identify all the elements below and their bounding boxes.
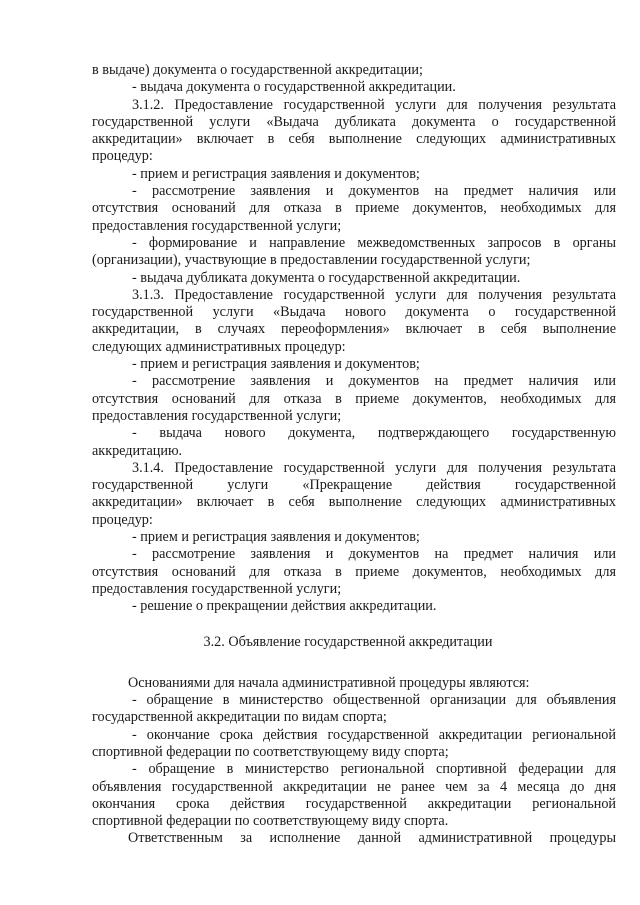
text-line: спортивной федерации по соответствующему виду спорта.: [92, 813, 449, 830]
text-line: аккредитации» включает в себя выполнение следующих административных: [92, 131, 616, 148]
text-line: аккредитацию.: [92, 442, 183, 459]
text-line: государственной услуги «Выдача дубликата документа о государственной: [92, 113, 616, 130]
text-line: - обращение в министерство региональной спортивной федерации для: [132, 761, 616, 778]
section-3-1-text: [92, 62, 616, 616]
text-line: - прием и регистрация заявления и документов;: [132, 165, 420, 182]
text-line: - формирование и направление межведомственных запросов в органы: [132, 234, 616, 251]
text-line: окончания срока действия государственной аккредитации региональной: [92, 795, 616, 812]
text-line: - рассмотрение заявления и документов на предмет наличия или: [132, 183, 616, 200]
text-line: аккредитации, в случаях переоформления» включает в себя выполнение: [92, 321, 616, 338]
section-3-2-text: [92, 675, 616, 848]
text-line: - прием и регистрация заявления и документов;: [132, 529, 420, 546]
text-line: государственной услуги «Прекращение действия государственной: [92, 477, 616, 494]
section-heading: 3.2. Объявление государственной аккредитации: [203, 633, 493, 650]
text-line: Ответственным за исполнение данной административной процедуры: [128, 830, 616, 847]
text-line: - прием и регистрация заявления и документов;: [132, 356, 420, 373]
text-line: (организации), участвующие в предоставлении государственной услуги;: [92, 252, 531, 269]
text-line: спортивной федерации по соответствующему виду спорта;: [92, 743, 449, 760]
text-line: предоставления государственной услуги;: [92, 580, 342, 597]
text-line: процедур:: [92, 148, 153, 165]
text-line: - выдача документа о государственной аккредитации.: [132, 79, 456, 96]
text-line: - рассмотрение заявления и документов на предмет наличия или: [132, 546, 616, 563]
text-line: в выдаче) документа о государственной аккредитации;: [92, 62, 423, 78]
text-line: государственной услуги «Выдача нового документа о государственной: [92, 304, 616, 321]
text-line: - обращение в министерство общественной организации для объявления: [132, 692, 616, 709]
text-line: - решение о прекращении действия аккредитации.: [132, 598, 437, 615]
text-line: государственной аккредитации по видам спорта;: [92, 709, 387, 726]
text-line: - выдача дубликата документа о государственной аккредитации.: [132, 269, 521, 286]
text-line: отсутствия оснований для отказа в приеме документов, необходимых для: [92, 390, 616, 407]
text-line: отсутствия оснований для отказа в приеме документов, необходимых для: [92, 563, 616, 580]
text-line: - окончание срока действия государственной аккредитации региональной: [132, 726, 616, 743]
text-line: отсутствия оснований для отказа в приеме документов, необходимых для: [92, 200, 616, 217]
text-line: аккредитации» включает в себя выполнение следующих административных: [92, 494, 616, 511]
text-line: предоставления государственной услуги;: [92, 407, 342, 424]
text-line: процедур:: [92, 511, 153, 528]
document-page: [92, 62, 616, 848]
text-line: - рассмотрение заявления и документов на предмет наличия или: [132, 373, 616, 390]
text-line: объявления государственной аккредитации не ранее чем за 4 месяца до дня: [92, 778, 616, 795]
text-line: 3.1.3. Предоставление государственной услуги для получения результата: [132, 286, 616, 303]
text-line: - выдача нового документа, подтверждающего государственную: [132, 425, 616, 442]
text-line: 3.1.2. Предоставление государственной услуги для получения результата: [132, 96, 616, 113]
text-line: предоставления государственной услуги;: [92, 217, 342, 234]
text-line: следующих административных процедур:: [92, 338, 346, 355]
text-line: 3.1.4. Предоставление государственной услуги для получения результата: [132, 459, 616, 476]
text-line: Основаниями для начала административной процедуры являются:: [128, 674, 530, 691]
